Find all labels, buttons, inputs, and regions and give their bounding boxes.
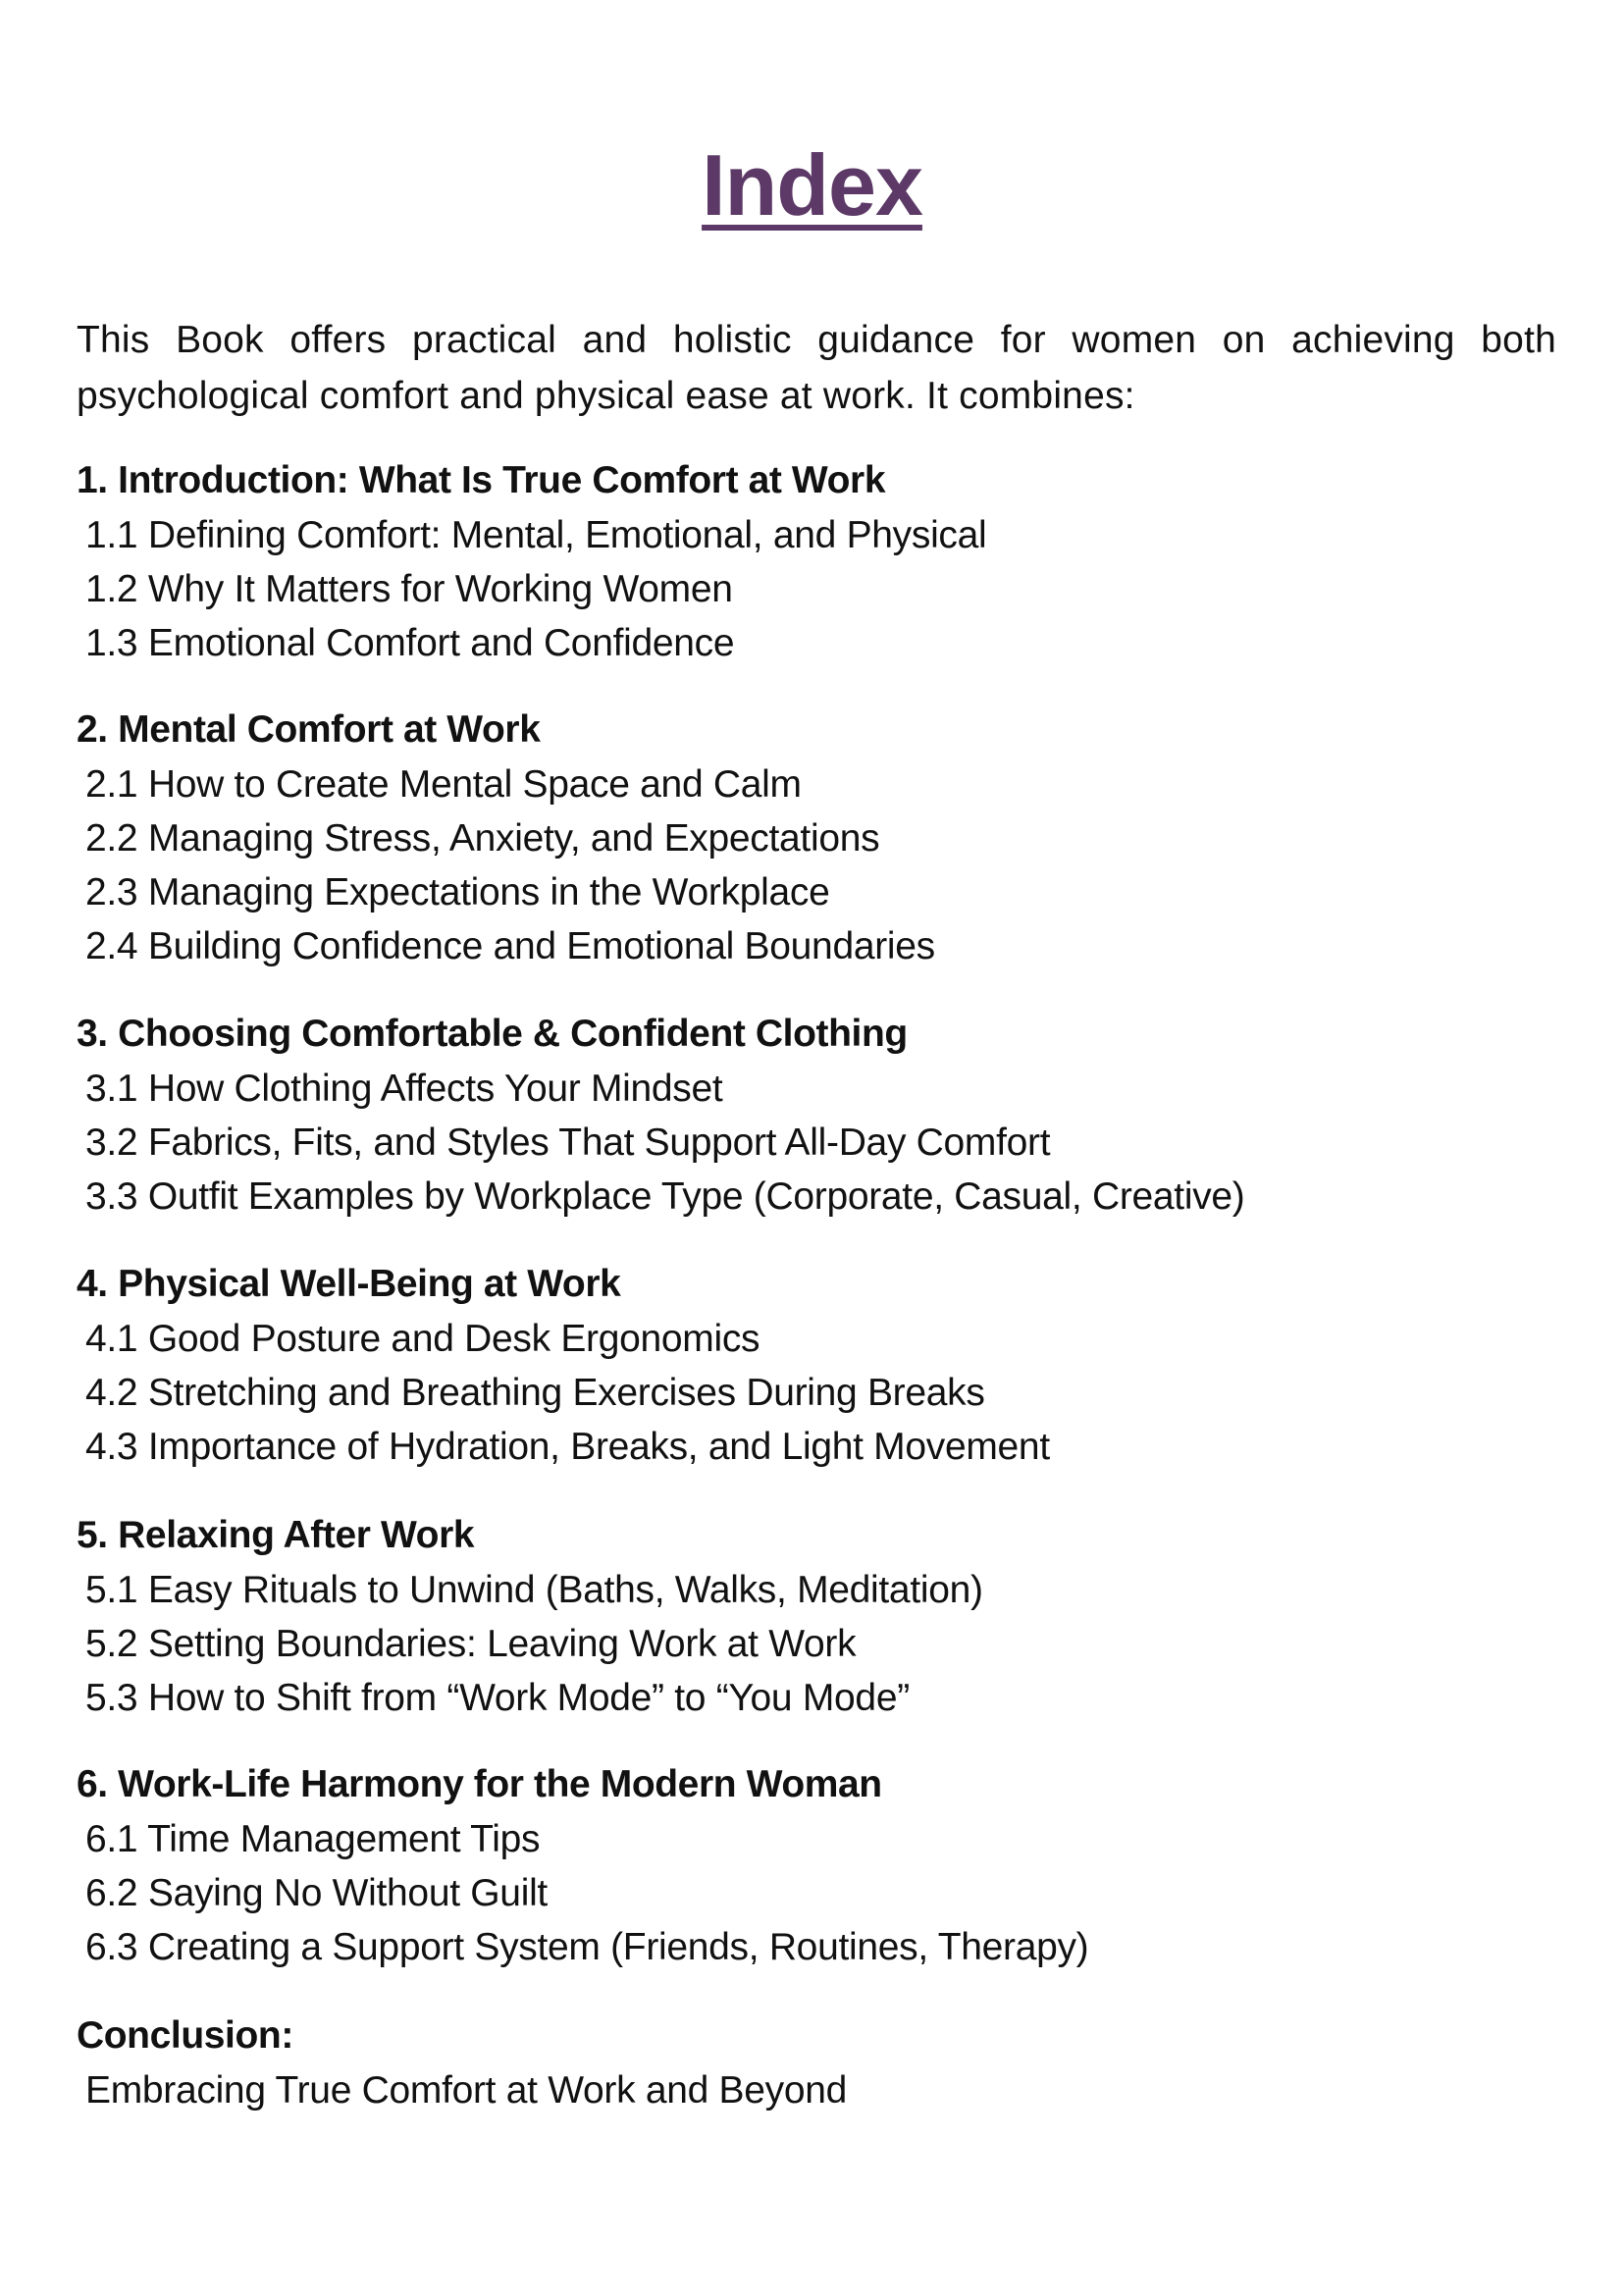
list-item: 4.1 Good Posture and Desk Ergonomics — [85, 1318, 760, 1360]
list-item: 1.3 Emotional Comfort and Confidence — [85, 622, 735, 664]
list-item: 2.2 Managing Stress, Anxiety, and Expectations — [85, 817, 880, 860]
section-heading: 4. Physical Well-Being at Work — [77, 1263, 621, 1305]
list-item: 6.2 Saying No Without Guilt — [85, 1872, 548, 1914]
section-heading: Conclusion: — [77, 2014, 293, 2057]
list-item: 6.1 Time Management Tips — [85, 1818, 541, 1860]
page-title: Index — [702, 135, 922, 234]
list-item: 3.3 Outfit Examples by Workplace Type (Corporate, Casual, Creative) — [85, 1175, 1245, 1218]
section-4 — [77, 1257, 1568, 1474]
section-heading: 6. Work-Life Harmony for the Modern Woman — [77, 1763, 882, 1805]
list-item: 5.2 Setting Boundaries: Leaving Work at Work — [85, 1623, 857, 1665]
list-item: 4.2 Stretching and Breathing Exercises During Breaks — [85, 1372, 985, 1414]
list-item: 1.2 Why It Matters for Working Women — [85, 568, 733, 610]
section-heading: 5. Relaxing After Work — [77, 1514, 475, 1556]
section-1 — [77, 453, 1568, 670]
list-item: Embracing True Comfort at Work and Beyond — [85, 2069, 848, 2112]
list-item: 4.3 Importance of Hydration, Breaks, and Light Movement — [85, 1426, 1050, 1468]
section-6 — [77, 1757, 1568, 1974]
intro-paragraph: This Book offers practical and holistic guidance for women on achieving both psychological comfort and physical ease at work. It combines: — [77, 319, 1556, 417]
section-heading: 1. Introduction: What Is True Comfort at Work — [77, 459, 886, 501]
list-item: 1.1 Defining Comfort: Mental, Emotional, and Physical — [85, 514, 987, 556]
list-item: 3.2 Fabrics, Fits, and Styles That Support All-Day Comfort — [85, 1121, 1051, 1164]
section-5 — [77, 1508, 1568, 1725]
list-item: 6.3 Creating a Support System (Friends, Routines, Therapy) — [85, 1926, 1089, 1968]
section-2 — [77, 703, 1568, 973]
section-3 — [77, 1007, 1568, 1224]
list-item: 2.3 Managing Expectations in the Workplace — [85, 871, 830, 913]
list-item: 3.1 How Clothing Affects Your Mindset — [85, 1068, 723, 1110]
list-item: 5.1 Easy Rituals to Unwind (Baths, Walks, Meditation) — [85, 1569, 983, 1611]
list-item: 5.3 How to Shift from “Work Mode” to “You Mode” — [85, 1677, 910, 1719]
section-conclusion — [77, 2008, 1568, 2117]
list-item: 2.1 How to Create Mental Space and Calm — [85, 763, 802, 806]
section-heading: 2. Mental Comfort at Work — [77, 708, 541, 751]
list-item: 2.4 Building Confidence and Emotional Boundaries — [85, 925, 935, 967]
section-heading: 3. Choosing Comfortable & Confident Clothing — [77, 1013, 908, 1055]
